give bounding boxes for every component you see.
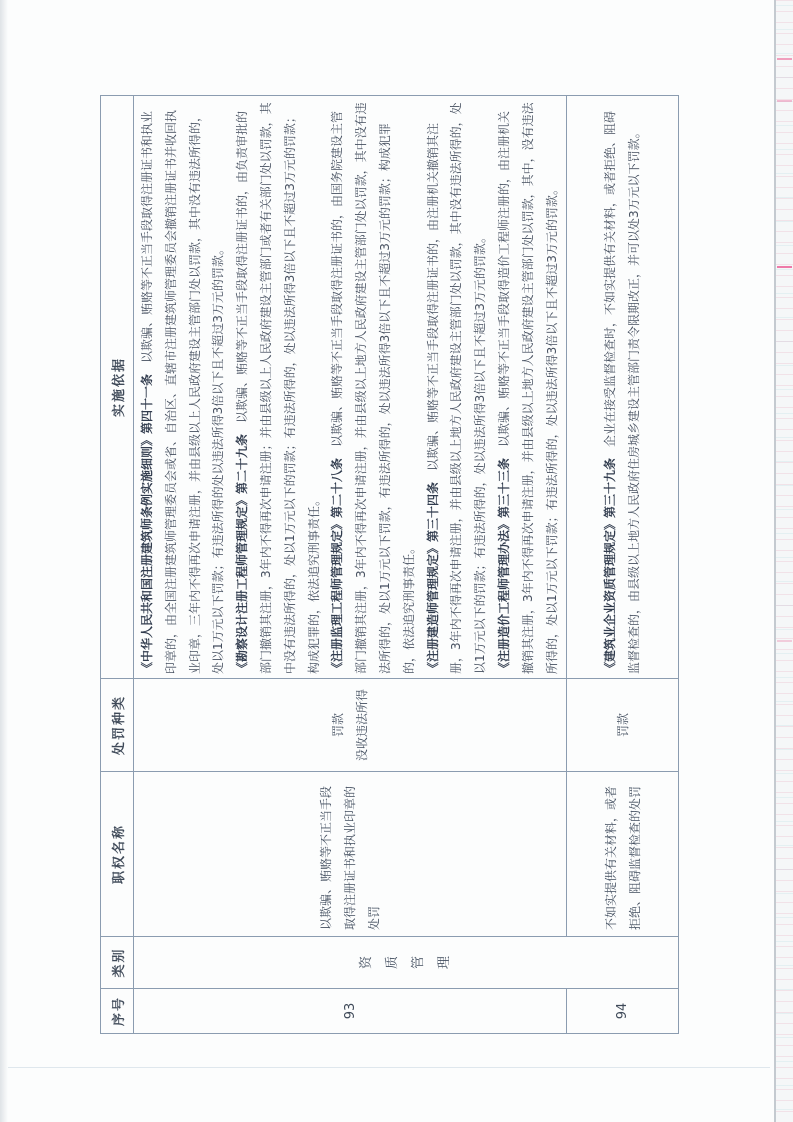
penalty-type-line: 没收违法所得 — [355, 689, 370, 762]
scan-page-bottom-edge — [8, 1067, 770, 1068]
table-row-93 — [134, 96, 567, 1034]
law-text: 以欺骗、贿赂等不正当手段取得注册证书的，由国务院建设主管部门撤销其注册，3年内不得再次申请注册，并由县级以上地方人民政府建设主管部门处以罚款，其中没有违法所得的，处以1万元以下罚款，有违法所得的，处以违法所得3倍以下且不超过3万元的罚款；构成犯罪的，依法追究刑事责任。 — [330, 102, 416, 674]
law-text: 以欺骗、贿赂等不正当手段取得造价工程师注册的，由注册机关撤销其注册，3年内不得再次申请注册，并由县级以上地方人民政府建设主管部门处以罚款，其中，没有违法所得的，处以1万元以下罚款；有违法所得的，处以违法所得3倍以下且不超过3万元的罚款。 — [496, 102, 559, 674]
header-row — [101, 96, 134, 1034]
authority-name-cell — [567, 772, 679, 937]
pink-ruling-mark — [777, 640, 792, 642]
rotated-table-container — [100, 96, 678, 1034]
scan-page-right-edge — [774, 0, 776, 1122]
pink-ruling-mark — [777, 58, 792, 60]
col-header-authority-name: 职权名称 — [101, 772, 134, 937]
penalty-type-line: 罚款 — [331, 713, 346, 738]
pink-ruling-mark — [777, 266, 792, 268]
authority-name-text: 不如实提供有关材料，或者拒绝、阻碍监督检查的处罚 — [603, 785, 642, 930]
law-text: 以欺骗、贿赂等不正当手段取得注册证书的，由负责审批的部门撤销其注册，3年内不得再次申请注册；并由县级以上人民政府建设主管部门或者有关部门处以罚款，其中没有违法所得的，处以1万元以下的罚款；有违法所得的，处以违法所得3倍以下且不超过3万元的罚款；构成犯罪的，依法追究刑事责任。 — [235, 102, 321, 674]
legal-basis-paragraph — [599, 100, 647, 674]
law-clause: 第三十四条 — [425, 481, 440, 542]
col-header-category: 类别 — [101, 937, 134, 989]
law-text: 以欺骗、贿赂等不正当手段取得注册证书的，由注册机关撤销其注册，3年内不得再次申请注册，并由县级以上地方人民政府建设主管部门处以罚款，其中没有违法所得的，处以1万元以下的罚款；有违法所得的，处以违法所得3倍以下且不超过3万元的罚款。 — [425, 102, 488, 674]
law-clause: 第二十九条 — [235, 433, 250, 494]
legal-basis-paragraph — [231, 100, 326, 674]
law-clause: 第二十八条 — [330, 457, 345, 518]
penalty-type-cell — [567, 679, 679, 772]
law-text: 企业在接受监督检查时，不如实提供有关材料，或者拒绝、阻碍监督检查的，由县级以上地方人民政府住房城乡建设主管部门责令限期改正，并可以处3万元以下罚款。 — [603, 110, 641, 674]
scan-page-left-shadow — [0, 0, 8, 1122]
legal-basis-paragraph — [493, 100, 564, 674]
category-cell-merged — [134, 937, 679, 989]
penalty-type-cell — [134, 679, 567, 772]
serial-number-cell: 93 — [134, 989, 567, 1034]
authority-name-text: 以欺骗、贿赂等不正当手段取得注册证书和执业印章的处罚 — [319, 785, 382, 930]
category-vertical-text: 资质管理 — [359, 956, 453, 970]
law-clause: 第三十九条 — [603, 457, 618, 518]
pink-ruling-mark — [777, 100, 792, 102]
legal-basis-paragraph — [326, 100, 421, 674]
law-title: 《注册监理工程师管理规定》 — [330, 517, 345, 674]
implementation-basis-cell — [134, 96, 567, 679]
col-header-penalty-type: 处罚种类 — [101, 679, 134, 772]
legal-basis-paragraph — [136, 100, 231, 674]
law-clause: 第三十三条 — [496, 457, 511, 518]
law-title: 《注册建造师管理规定》 — [425, 541, 440, 674]
law-title: 《建筑业企业资质管理规定》 — [603, 517, 618, 674]
legal-basis-paragraph — [422, 100, 493, 674]
law-title: 《中华人民共和国注册建筑师条例实施细则》 — [140, 433, 154, 674]
law-title: 《注册造价工程师管理办法》 — [496, 517, 511, 674]
law-text: 以欺骗、贿赂等不正当手段取得注册证书和执业印章的，由全国注册建筑师管理委员会或省、自治区、直辖市注册建筑师管理委员会撤销注册证书并收回执业印章，三年内不得再次申请注册，并由县级以上人民政府建设主管部门处以罚款，其中没有违法所得的，处以1万元以下罚款；有违法所得的处以违法所得3倍以下且不超过3万元的罚款。 — [140, 109, 226, 674]
implementation-basis-cell — [567, 96, 679, 679]
table-row-94 — [567, 96, 679, 1034]
law-title: 《勘察设计注册工程师管理规定》 — [235, 493, 250, 674]
scan-ruled-paper-edge — [776, 0, 793, 1122]
col-header-implementation-basis: 实施依据 — [101, 96, 134, 679]
serial-number-cell: 94 — [567, 989, 679, 1034]
penalty-type-line: 罚款 — [615, 713, 630, 738]
col-header-serial-number: 序号 — [101, 989, 134, 1034]
penalty-authority-table — [100, 95, 679, 1034]
authority-name-cell — [134, 772, 567, 937]
law-clause: 第四十一条 — [140, 373, 154, 434]
